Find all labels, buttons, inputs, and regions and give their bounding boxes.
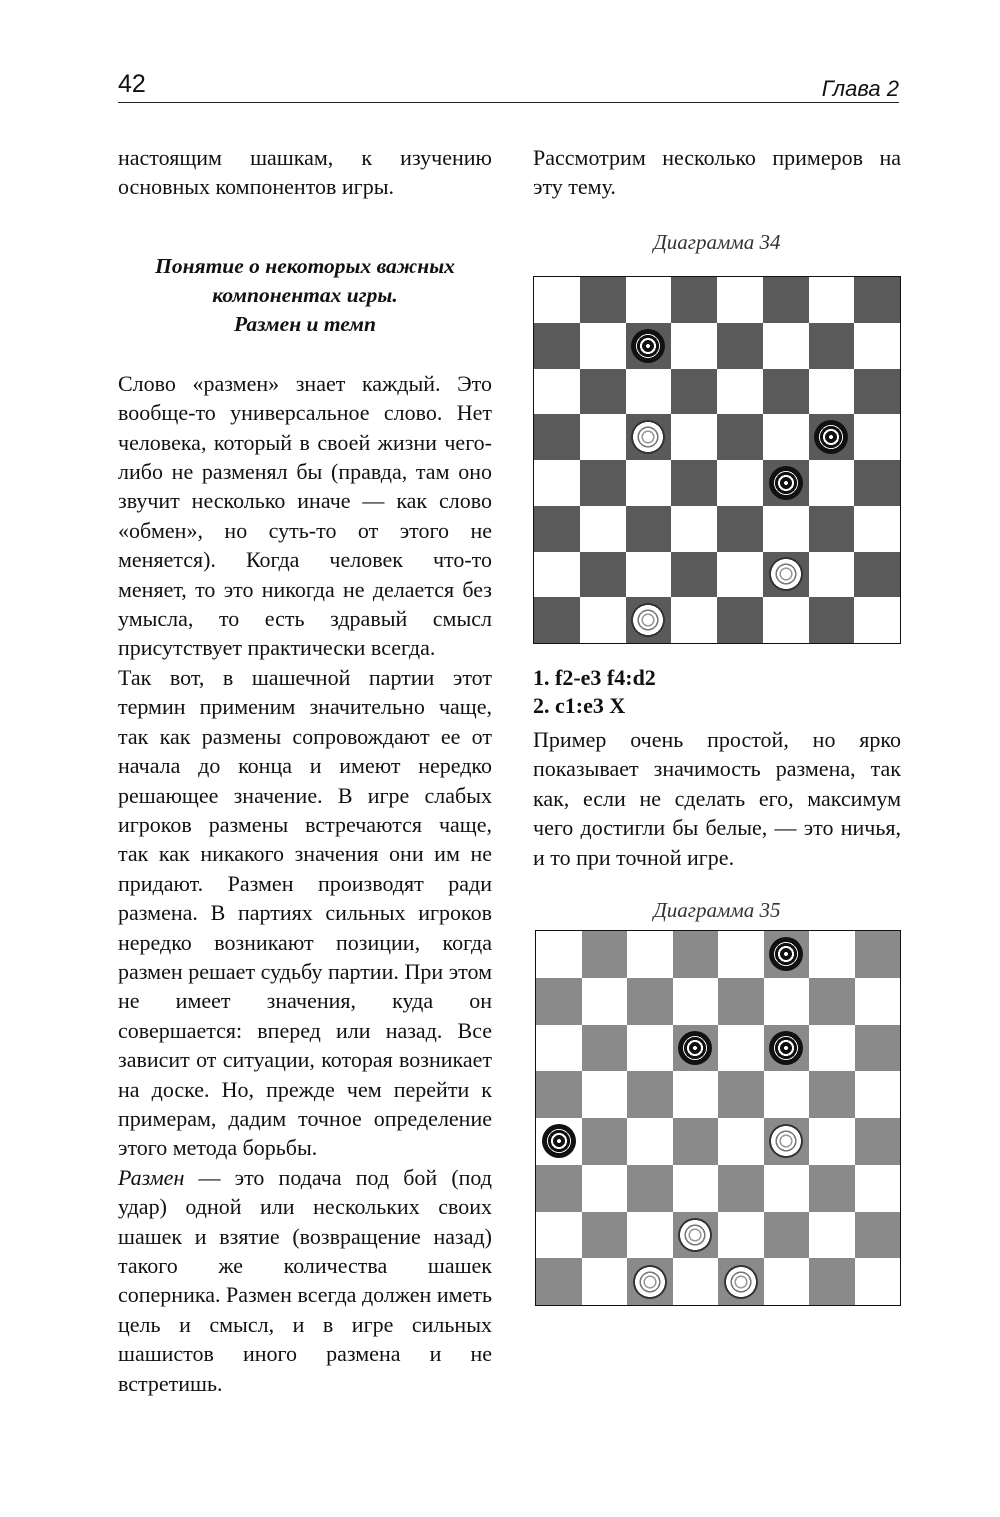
chapter-title: Глава 2 (821, 76, 899, 101)
light-square (627, 1025, 673, 1072)
dark-square (763, 369, 809, 415)
dark-square (536, 1258, 582, 1305)
dark-square (627, 1165, 673, 1212)
dark-square (580, 277, 626, 323)
light-square (673, 1258, 719, 1305)
light-square (534, 552, 580, 598)
dark-square (718, 978, 764, 1025)
light-square (809, 552, 855, 598)
light-square (718, 1212, 764, 1259)
move-2: 2. c1:e3 X (533, 693, 626, 718)
light-square (718, 1118, 764, 1165)
light-square (809, 1025, 855, 1072)
light-square (764, 1258, 810, 1305)
black-checker-c7 (631, 329, 665, 363)
dark-square (673, 1118, 719, 1165)
dark-square (717, 506, 763, 552)
light-square (854, 323, 900, 369)
dark-square (627, 978, 673, 1025)
light-square (809, 460, 855, 506)
dark-square (717, 414, 763, 460)
dark-square (854, 369, 900, 415)
white-checker-c1 (633, 1265, 667, 1299)
section-heading (118, 252, 492, 339)
light-square (763, 323, 809, 369)
dark-square (718, 1071, 764, 1118)
heading-line-1: Понятие о некоторых важных (155, 253, 455, 278)
light-square (582, 1258, 628, 1305)
dark-square (536, 978, 582, 1025)
light-square (855, 978, 901, 1025)
paragraph-2: Так вот, в шашечной партии этот термин применим значительно чаще, так как размены сопровождают ее от начала до конца и имеют нередко решающее значение. В игре слабых игроков размены встречаются чаще, так как никакого значения они им не придают. Размен производят ради размена. В партиях сильных игроков нередко возникают позиции, когда размен решает судьбу партии. При этом не имеет значения, куда он совершается: вперед или назад. Все зависит от ситуации, которая возникает на доске. Но, прежде чем перейти к примерам, дадим точное определение этого метода борьбы. (118, 664, 492, 1161)
black-checker-d6 (678, 1031, 712, 1065)
light-square (671, 597, 717, 643)
light-square (627, 931, 673, 978)
light-square (854, 597, 900, 643)
dark-square (580, 552, 626, 598)
light-square (673, 978, 719, 1025)
light-square (854, 414, 900, 460)
light-square (764, 978, 810, 1025)
white-checker-f2 (769, 557, 803, 591)
dark-square (854, 277, 900, 323)
black-checker-f6 (769, 1031, 803, 1065)
right-intro: Рассмотрим несколько примеров на эту тему. (533, 145, 901, 200)
light-square (580, 414, 626, 460)
light-square (717, 277, 763, 323)
dark-square (809, 506, 855, 552)
dark-square (673, 931, 719, 978)
light-square (580, 323, 626, 369)
light-square (763, 414, 809, 460)
light-square (582, 978, 628, 1025)
diagram-34-comment: Пример очень простой, но ярко показывает значимость размена, так как, если не сделать его, максимум чего достигли бы белые, — это ничья, и то при точной игре. (533, 727, 901, 870)
dark-square (671, 552, 717, 598)
dark-square (764, 1212, 810, 1259)
light-square (764, 1071, 810, 1118)
light-square (718, 1025, 764, 1072)
dark-square (627, 1071, 673, 1118)
white-checker-d2 (678, 1218, 712, 1252)
dark-square (854, 552, 900, 598)
light-square (671, 506, 717, 552)
dark-square (809, 1165, 855, 1212)
light-square (809, 1212, 855, 1259)
light-square (671, 414, 717, 460)
light-square (855, 1258, 901, 1305)
dark-square (580, 460, 626, 506)
dark-square (809, 978, 855, 1025)
dark-square (763, 277, 809, 323)
dark-square (809, 1258, 855, 1305)
dark-square (534, 506, 580, 552)
paragraph-3 (118, 1163, 492, 1398)
light-square (809, 369, 855, 415)
light-square (582, 1165, 628, 1212)
light-square (582, 1071, 628, 1118)
dark-square (855, 1212, 901, 1259)
left-column (118, 143, 492, 1398)
light-square (580, 506, 626, 552)
light-square (717, 552, 763, 598)
white-checker-e1 (724, 1265, 758, 1299)
dark-square (626, 506, 672, 552)
light-square (536, 931, 582, 978)
light-square (534, 460, 580, 506)
light-square (673, 1165, 719, 1212)
dark-square (809, 323, 855, 369)
dark-square (854, 460, 900, 506)
light-square (809, 277, 855, 323)
dark-square (718, 1165, 764, 1212)
dark-square (671, 277, 717, 323)
light-square (626, 369, 672, 415)
dark-square (534, 323, 580, 369)
light-square (718, 931, 764, 978)
dark-square (717, 597, 763, 643)
light-square (764, 1165, 810, 1212)
light-square (809, 931, 855, 978)
light-square (626, 460, 672, 506)
definition-term: Размен (118, 1164, 185, 1190)
dark-square (536, 1165, 582, 1212)
paragraph-1: Слово «размен» знает каждый. Это вообще-то универсальное слово. Нет человека, который в своей жизни чего-либо не разменял бы (правда, там оно звучит несколько иначе — как слово «обмен», но суть-то от этого не меняется). Когда человек что-то меняет, то это никогда не делается без умысла, то есть здравый смысл присутствует практически всегда. (118, 370, 492, 661)
dark-square (809, 597, 855, 643)
dark-square (671, 460, 717, 506)
dark-square (855, 931, 901, 978)
light-square (809, 1118, 855, 1165)
diagram-35-title: Диаграмма 35 (653, 898, 781, 922)
dark-square (582, 1212, 628, 1259)
header-rule (118, 102, 899, 103)
dark-square (855, 1025, 901, 1072)
black-checker-a4 (542, 1124, 576, 1158)
dark-square (582, 1025, 628, 1072)
light-square (534, 277, 580, 323)
light-square (855, 1165, 901, 1212)
light-square (671, 323, 717, 369)
diagram-34-board (533, 276, 901, 644)
dark-square (717, 323, 763, 369)
light-square (536, 1025, 582, 1072)
heading-line-3: Размен и темп (234, 311, 376, 336)
light-square (534, 369, 580, 415)
light-square (763, 506, 809, 552)
dark-square (809, 1071, 855, 1118)
light-square (854, 506, 900, 552)
light-square (626, 277, 672, 323)
light-square (673, 1071, 719, 1118)
move-list (533, 664, 656, 720)
dark-square (534, 414, 580, 460)
light-square (536, 1212, 582, 1259)
light-square (763, 597, 809, 643)
light-square (627, 1212, 673, 1259)
move-1: 1. f2-e3 f4:d2 (533, 665, 656, 690)
page-number: 42 (118, 70, 146, 98)
light-square (580, 597, 626, 643)
light-square (717, 369, 763, 415)
black-checker-f4 (769, 466, 803, 500)
dark-square (582, 931, 628, 978)
light-square (717, 460, 763, 506)
light-square (855, 1071, 901, 1118)
dark-square (671, 369, 717, 415)
heading-line-2: компонентах игры. (212, 282, 398, 307)
dark-square (534, 597, 580, 643)
dark-square (582, 1118, 628, 1165)
left-intro: настоящим шашкам, к изучению основных компонентов игры. (118, 145, 492, 200)
definition-text: — это подача под бой (под удар) одной или нескольких своих шашек и взятие (возвращение назад) такого же количества шашек соперника. Размен всегда должен иметь цель и смысл, и в игре сильных шашистов иного размена и не встретишь. (118, 1164, 492, 1396)
light-square (626, 552, 672, 598)
dark-square (580, 369, 626, 415)
diagram-34-title: Диаграмма 34 (653, 230, 781, 254)
dark-square (536, 1071, 582, 1118)
light-square (627, 1118, 673, 1165)
diagram-35-board (535, 930, 901, 1306)
dark-square (855, 1118, 901, 1165)
